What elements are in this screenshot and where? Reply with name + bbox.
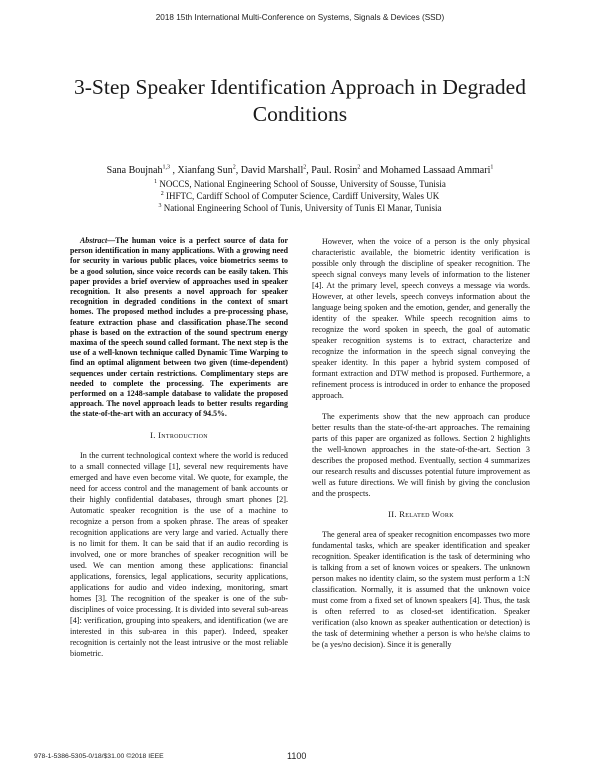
affiliation-text: National Engineering School of Tunis, University of Tunis El Manar, Tunisia (163, 203, 442, 213)
conference-header: 2018 15th International Multi-Conference on Systems, Signals & Devices (SSD) (155, 13, 445, 22)
page-number: 1100 (287, 751, 307, 761)
author-sup: 2 (232, 164, 236, 171)
paper-title: 3-Step Speaker Identification Approach in Degraded Conditions (74, 75, 526, 126)
author-sup: 2 (303, 164, 307, 171)
abstract (70, 236, 288, 420)
paragraph: The experiments show that the new approach can produce better results than the state-of-the-art approaches. The remaining parts of this paper are organized as follows. Section 2 highlights the well-known approaches in the state-of-the-art. Section 3 describes the proposed method. Eventually, section 4 summarizes our research results and discusses potential future improvement as well as future directions. We will finish by giving the conclusion and the prospects. (312, 412, 530, 498)
affiliation (40, 203, 560, 215)
left-column (70, 236, 288, 659)
copyright-isbn: 978-1-5386-5305-0/18/$31.00 ©2018 IEEE (34, 753, 164, 760)
section-heading-introduction (70, 430, 288, 441)
author-separator: , (172, 165, 178, 176)
right-column (312, 236, 530, 650)
section-title: Introduction (158, 429, 208, 440)
affiliation-sup: 2 (160, 191, 164, 197)
section-number: II. (388, 509, 397, 519)
paragraph: However, when the voice of a person is the only physical characteristic available, the biometric identity verification is possible only through the discipline of speaker recognition. The speech signal conveys many levels of information to the listener [4]. At the primary level, speech conveys a message via words. However, at other levels, speech conveys information about the language being spoken and the emotion, gender, and generally the identity of the speaker. While speech recognition aims to recognize the word spoken in speech, the goal of automatic speaker recognition systems is to extract, characterize and recognize the information in the speech signal conveying the speaker identity. In this paper a hybrid system composed of formant extraction and DTW method is proposed. Furthermore, a refinement process is introduced in order to enhance the proposed approach. (312, 237, 530, 400)
author-name: Sana Boujnah (106, 165, 163, 176)
section-title: Related Work (399, 509, 454, 519)
paragraph-introduction: In the current technological context where the world is reduced to a small connected village [1], several new requirements have emerged and have even become vital. We quote, for example, the need for access control and the management of bank accounts or their highly confidential databases, through smart phones [2]. Automatic speaker recognition is the use of a machine to recognize a person from a spoken phrase. The areas of speaker recognition applications are very large and varied. Actually there is no limit for them. It can be said that if an audio recording is involved, one or more branches of speaker recognition will be used. We can mention among these applications: financial applications, forensics, legal applications, security applications, applications for audio and video indexing, monitoring, smart homes [3]. The recognition of the speaker is one of the sub-disciplines of voice processing. It is divided into several sub-areas [4]: verification, grouping into speakers, and identification (we are interested in this sub-area in this paper). Indeed, speaker recognition is certainly not the least intrusive or the most reliable biometric. (70, 450, 288, 658)
affiliation (40, 179, 560, 191)
author-name: David Marshall (240, 165, 304, 176)
author-sup: 1,3 (162, 164, 170, 171)
author-list: Sana Boujnah$^{1,3}$ , Xianfang Sun$^2$, David Marshall$^2$, Paul. Rosin$^2$ and Mohamed Lassaad Ammari$^1$ (106, 164, 494, 176)
section-number: I. (150, 429, 156, 440)
abstract-label: Abstract (80, 236, 108, 245)
author-sup: 2 (357, 164, 361, 171)
affiliation-sup: 1 (154, 179, 158, 185)
affiliation (40, 191, 560, 203)
affiliation-sup: 3 (158, 203, 162, 209)
section-heading-related-work (312, 509, 530, 520)
affiliation-text: NOCCS, National Engineering School of Sousse, University of Sousse, Tunisia (159, 179, 446, 189)
author-sup: 1 (490, 164, 494, 171)
abstract-text: —The human voice is a perfect source of data for person identification in many applications. With a growing need for security in various public places, voice biometrics seems to be a good solution, since voice records can be easily taken. This paper provides a brief overview of approaches used in speaker recognition. It also presents a novel approach for speaker recognition in degraded conditions in the context of smart homes. The proposed method includes a pre-processing phase, feature extraction phase and classification phase.The second phase is based on the extraction of the sound spectrum energy maxima of the speech sound called formant. The next step is the use of a well-known technique called Dynamic Time Warping to find an optimal alignment between two given (time-dependent) sequences under certain restrictions. Complimentary steps are needed to complete the processing. The experiments are performed on a 1248-sample database to validate the proposed approach. The novel approach leads to better results regarding the state-of-the-art with an accuracy of 94.5%. (70, 236, 288, 419)
paragraph-related-work: The general area of speaker recognition encompasses two more fundamental tasks, which are speaker identification and speaker recognition. Speaker identification is the task of determining who is talking from a set of known voices or speakers. The unknown person makes no identity claim, so the system must perform a 1:N classification. Normally, it is assumed that the unknown voice must come from a fixed set of known speakers [4]. Thus, the task is often referred to as closed-set identification. Speaker verification (also known as speaker authentication or detection) is the task of determining whether a person is who he/she claims to be (a yes/no decision). Since it is generally (312, 530, 530, 649)
author-name: Xianfang Sun (177, 165, 233, 176)
affiliation-text: IHFTC, Cardiff School of Computer Science, Cardiff University, Wales UK (166, 191, 440, 201)
author-name: Mohamed Lassaad Ammari (379, 165, 491, 176)
author-name: Paul. Rosin (311, 165, 358, 176)
